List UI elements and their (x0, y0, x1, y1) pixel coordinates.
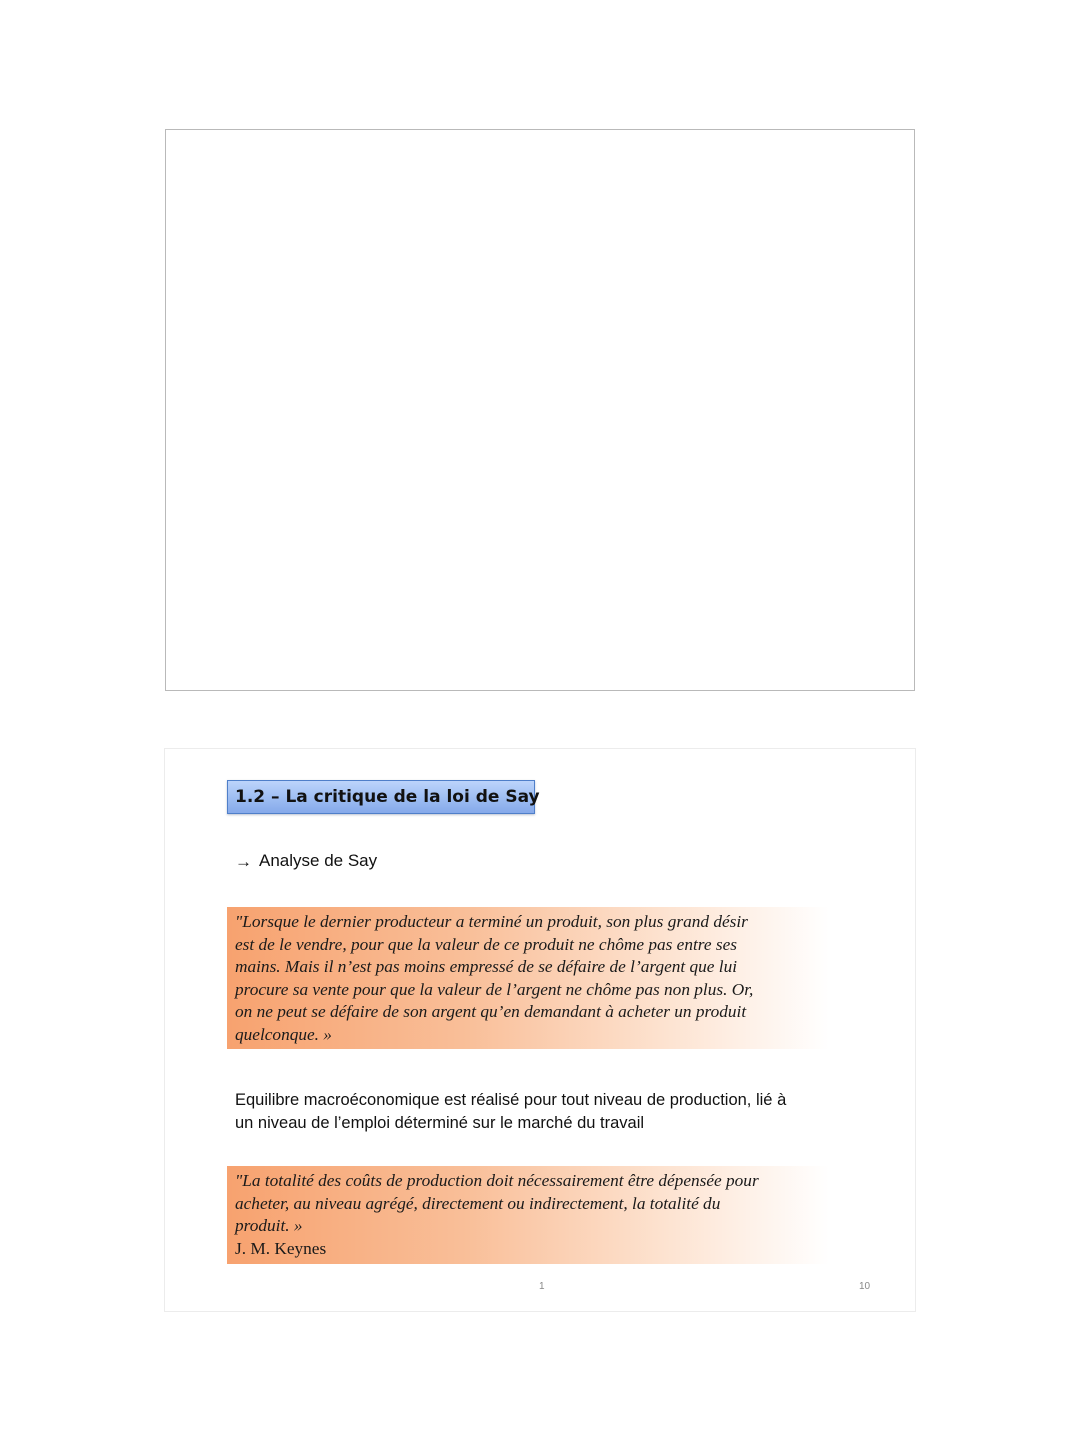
quote-author: J. M. Keynes (235, 1238, 327, 1258)
slide-page (164, 748, 916, 1312)
quote-line: produit. » (235, 1216, 303, 1235)
quote-line: "La totalité des coûts de production doit nécessairement être dépensée pour (235, 1171, 759, 1190)
body-line: Equilibre macroéconomique est réalisé pour tout niveau de production, lié à (235, 1091, 787, 1109)
arrow-right-icon: → (235, 851, 252, 871)
quote-line: quelconque. » (235, 1024, 332, 1044)
say-quote-box (227, 907, 829, 1049)
quote-line: est de le vendre, pour que la valeur de ce produit ne chôme pas entre ses (235, 934, 737, 954)
bullet-text: Analyse de Say (259, 851, 378, 870)
slide-number: 10 (859, 1281, 871, 1292)
slide-title-box (227, 780, 540, 814)
body-line: un niveau de l’emploi déterminé sur le marché du travail (235, 1113, 645, 1132)
quote-line: "Lorsque le dernier producteur a terminé un produit, son plus grand désir (235, 912, 748, 931)
equilibrium-text (235, 1089, 786, 1134)
bullet-item (235, 851, 377, 871)
slide-title: 1.2 – La critique de la loi de Say (235, 787, 540, 807)
quote-line: on ne peut se défaire de son argent qu’en demandant à acheter un produit (235, 1002, 747, 1021)
page-number-left: 1 (539, 1281, 545, 1292)
quote-line: mains. Mais il n’est pas moins empressé de se défaire de l’argent que lui (235, 957, 738, 976)
keynes-quote-box (227, 1166, 829, 1264)
quote-line: procure sa vente pour que la valeur de l’argent ne chôme pas non plus. Or, (235, 979, 754, 999)
quote-line: acheter, au niveau agrégé, directement ou indirectement, la totalité du (235, 1193, 721, 1213)
blank-slide (165, 129, 915, 691)
